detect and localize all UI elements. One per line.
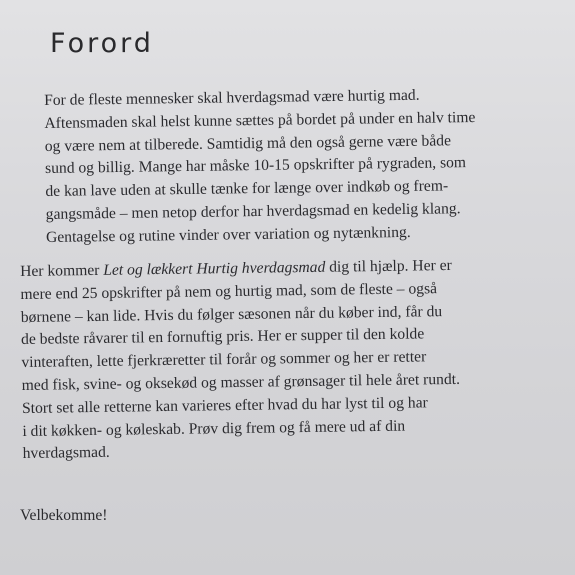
- text-line: Aftensmaden skal helst kunne sættes på bordet på under en halv time: [44, 108, 476, 132]
- text-line: og være nem at tilberede. Samtidig må den også gerne være både: [44, 131, 452, 155]
- closing-greeting: Velbekomme!: [20, 507, 108, 524]
- text-line: mere end 25 opskrifter på nem og hurtig mad, som de fleste – også: [20, 279, 438, 303]
- text-line: Gentagelse og rutine vinder over variation og nytænkning.: [45, 223, 411, 246]
- page-title: Forord: [50, 28, 154, 59]
- paragraph-intro: [44, 84, 477, 250]
- text-line: børnene – kan lide. Hvis du følger sæsonen når du køber ind, får du: [20, 302, 443, 326]
- text-line: vinteraften, lette fjerkræretter til forår og sommer og her er retter: [21, 348, 427, 372]
- text-line: de bedste råvarer til en fornuftig pris. Her er supper til den kolde: [20, 325, 425, 349]
- text-line: hverdagsmad.: [22, 444, 110, 463]
- text-line: de kan lave uden at skulle tænke for længe over indkøb og frem-: [45, 177, 449, 201]
- book-title: Let og lækkert Hurtig hverdagsmad: [103, 258, 326, 279]
- text-line: i dit køkken- og køleskab. Prøv dig frem og få mere ud af din: [22, 417, 406, 440]
- text-line: Stort set alle retterne kan varieres efter hvad du har lyst til og har: [21, 394, 428, 417]
- text-line: gangsmåde – men netop derfor har hverdagsmad en kedelig klang.: [45, 200, 461, 223]
- text-prefix: Her kommer: [20, 261, 104, 280]
- text-line: med fisk, svine- og oksekød og masser af grønsager til hele året rundt.: [21, 370, 461, 394]
- text-line: sund og billig. Mange har måske 10-15 opskrifter på rygraden, som: [44, 154, 467, 178]
- text-line: For de fleste mennesker skal hverdagsmad være hurtig mad.: [44, 86, 420, 109]
- text-suffix: dig til hjælp. Her er: [325, 256, 452, 276]
- paragraph-body: [20, 255, 461, 466]
